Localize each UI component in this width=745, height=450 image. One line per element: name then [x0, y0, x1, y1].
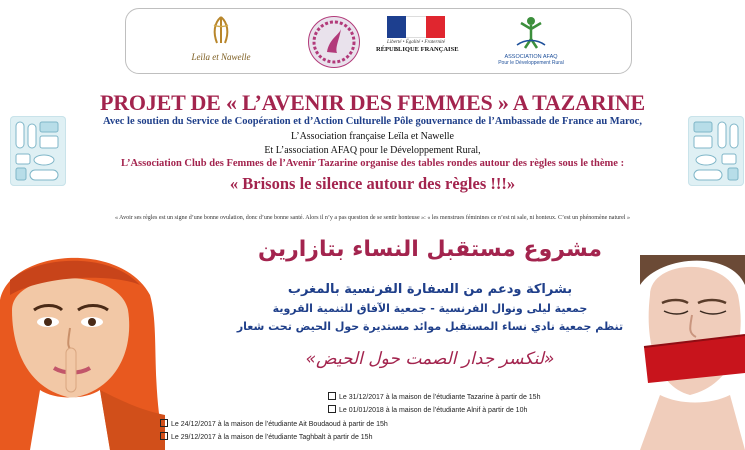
afaq-tagline: Pour le Développement Rural — [498, 60, 564, 66]
woman-gagged-photo — [630, 255, 745, 450]
woman-gagged-illustration-icon — [630, 255, 745, 450]
club-femmes-logo — [304, 13, 364, 68]
club-femmes-emblem-icon — [308, 16, 360, 68]
woman-hijab-photo — [0, 240, 165, 450]
schedule-text: Le 29/12/2017 à la maison de l’étudiante Taghbalt à partir de 15h — [171, 434, 373, 441]
republique-motto: Liberté • Égalité • Fraternité — [387, 40, 445, 45]
schedule-text: Le 24/12/2017 à la maison de l’étudiante Ait Boudaoud à partir de 15h — [171, 421, 388, 428]
checkbox-icon — [328, 392, 336, 400]
partner-line-leila: L’Association française Leïla et Nawelle — [291, 131, 454, 142]
checkbox-icon — [160, 419, 168, 427]
afaq-name: ASSOCIATION AFAQ — [504, 54, 558, 60]
page-title: PROJET DE « L’AVENIR DES FEMMES » A TAZARINE — [100, 90, 645, 115]
schedule-text: Le 31/12/2017 à la maison de l’étudiante Tazarine à partir de 15h — [339, 394, 541, 401]
arabic-support-line: بشراكة ودعم من السفارة الفرنسية بالمغرب — [287, 282, 573, 297]
schedule-item-taghbalt — [160, 432, 372, 441]
quote-line: « Avoir ses règles est un signe d’une bonne ovulation, donc d’une bonne santé. Alors il n’y a pas question de se sentir honteuse »: « les menstrues féminines ce n’est ni sale, ni honteux. C’est un phénomène naturel » — [115, 215, 630, 221]
checkbox-icon — [160, 432, 168, 440]
arabic-partners-line: جمعية ليلى ونوال الفرنسية - جمعية الآفاق للتنمية القروية — [272, 302, 588, 315]
arabic-organizer-line: تنظم جمعية نادي نساء المستقبل موائد مستديرة حول الحيض تحت شعار — [236, 320, 624, 333]
republique-name: RÉPUBLIQUE FRANÇAISE — [376, 46, 459, 53]
logo-banner — [125, 8, 632, 74]
partner-line-afaq: Et L’association AFAQ pour le Développement Rural, — [264, 145, 481, 156]
woman-hijab-illustration-icon — [0, 240, 165, 450]
leila-nawelle-logo — [181, 13, 261, 62]
theme-slogan: « Brisons le silence autour des règles !!!» — [229, 174, 516, 193]
schedule-text: Le 01/01/2018 à la maison de l’étudiante Alnif à partir de 10h — [339, 407, 528, 414]
republique-francaise-logo — [376, 13, 459, 53]
organizer-line: L’Association Club des Femmes de l’Avenir Tazarine organise des tables rondes autour des règles sous le thème : — [120, 158, 625, 169]
schedule-item-tazarine — [328, 392, 540, 401]
french-flag-icon — [387, 16, 445, 38]
afaq-logo — [491, 13, 571, 66]
checkbox-icon — [328, 405, 336, 413]
schedule-item-alnif — [328, 405, 527, 414]
schedule-item-ait-boudaoud — [160, 419, 388, 428]
leila-nawelle-label: Leïla et Nawelle — [191, 52, 251, 62]
support-line: Avec le soutien du Service de Coopération et d’Action Culturelle Pôle gouvernance de l’Ambassade de France au Maroc, — [103, 116, 642, 127]
arabic-title: مشروع مستقبل النساء بتازارين — [258, 237, 602, 262]
arabic-slogan: «لنكسر جدار الصمت حول الحيض» — [305, 349, 555, 369]
afaq-figure-icon — [511, 15, 551, 49]
leila-nawelle-emblem-icon — [208, 15, 234, 45]
